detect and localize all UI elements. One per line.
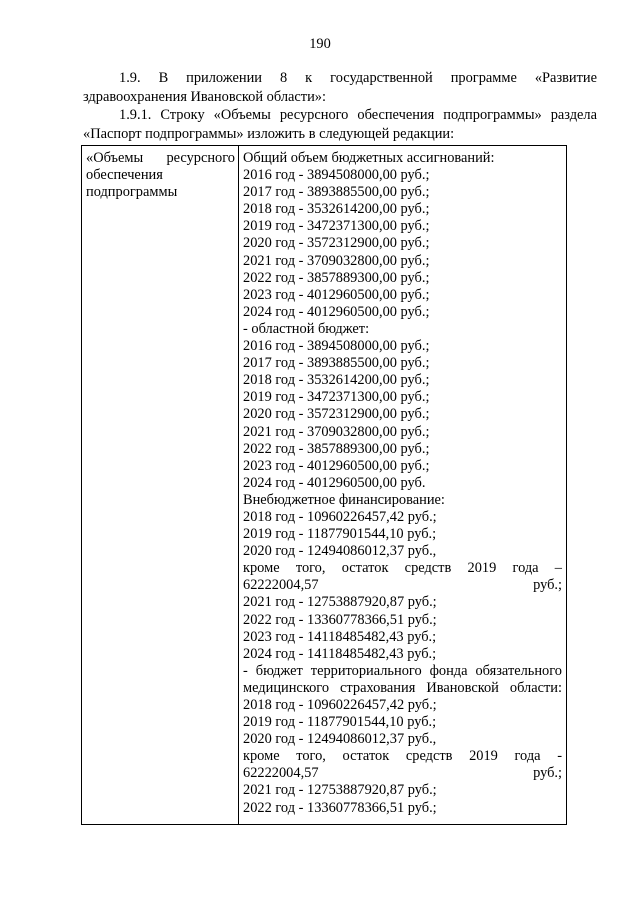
- funding-line: 2017 год - 3893885500,00 руб.;: [243, 355, 430, 372]
- intro-paragraph-1: 1.9. В приложении 8 к государственной программе «Развитие здравоохранения Ивановской области»:: [83, 70, 597, 105]
- funding-line: 2021 год - 12753887920,87 руб.;: [243, 782, 437, 799]
- resource-table: [81, 145, 567, 825]
- funding-line: 2023 год - 14118485482,43 руб.;: [243, 628, 437, 645]
- intro-paragraph-2: 1.9.1. Строку «Объемы ресурсного обеспечения подпрограммы» раздела «Паспорт подпрограммы» изложить в следующей редакции:: [83, 107, 597, 142]
- left-cell-line: обеспечения: [86, 167, 163, 184]
- funding-line: 2017 год - 3893885500,00 руб.;: [243, 184, 430, 201]
- funding-line: Общий объем бюджетных ассигнований:: [243, 150, 495, 166]
- left-cell-line: подпрограммы: [86, 184, 178, 201]
- funding-line: 2020 год - 3572312900,00 руб.;: [243, 406, 430, 423]
- funding-line: 2023 год - 4012960500,00 руб.;: [243, 286, 430, 303]
- funding-line: 2018 год - 3532614200,00 руб.;: [243, 201, 430, 218]
- table-left-cell: [82, 146, 239, 824]
- funding-line: 2022 год - 3857889300,00 руб.;: [243, 269, 430, 286]
- page-number: 190: [309, 36, 331, 52]
- funding-line: 2024 год - 4012960500,00 руб.;: [243, 303, 430, 320]
- funding-line: кроме того, остаток средств 2019 года – 62222004,57 руб.;: [243, 560, 562, 594]
- funding-line: 2018 год - 10960226457,42 руб.;: [243, 508, 437, 525]
- funding-line: 2020 год - 12494086012,37 руб.,: [243, 731, 437, 748]
- intro-text: [83, 69, 597, 143]
- funding-line: 2019 год - 3472371300,00 руб.;: [243, 389, 430, 406]
- funding-line: Внебюджетное финансирование:: [243, 491, 445, 508]
- funding-line: кроме того, остаток средств 2019 года - 62222004,57 руб.;: [243, 748, 562, 782]
- left-cell-line: «Объемы ресурсного: [86, 150, 235, 166]
- funding-line: 2018 год - 3532614200,00 руб.;: [243, 372, 430, 389]
- funding-line: - областной бюджет:: [243, 320, 370, 337]
- funding-line: 2018 год - 10960226457,42 руб.;: [243, 697, 437, 713]
- funding-line: 2019 год - 11877901544,10 руб.;: [243, 714, 437, 731]
- funding-line: 2020 год - 12494086012,37 руб.,: [243, 543, 437, 560]
- funding-line: 2020 год - 3572312900,00 руб.;: [243, 235, 430, 252]
- funding-line: 2016 год - 3894508000,00 руб.;: [243, 338, 430, 355]
- funding-line: 2019 год - 11877901544,10 руб.;: [243, 526, 437, 543]
- funding-line: 2024 год - 14118485482,43 руб.;: [243, 645, 437, 662]
- funding-line: 2022 год - 3857889300,00 руб.;: [243, 440, 430, 457]
- funding-line: 2021 год - 3709032800,00 руб.;: [243, 252, 430, 269]
- funding-line: 2022 год - 13360778366,51 руб.;: [243, 799, 437, 816]
- table-right-cell: [239, 146, 566, 824]
- funding-line: 2019 год - 3472371300,00 руб.;: [243, 218, 430, 235]
- funding-line: 2021 год - 3709032800,00 руб.;: [243, 423, 430, 440]
- funding-line: 2024 год - 4012960500,00 руб.: [243, 474, 426, 491]
- funding-line: - бюджет территориального фонда обязательного медицинского страхования Ивановской области:: [243, 662, 562, 696]
- funding-line: 2022 год - 13360778366,51 руб.;: [243, 611, 437, 628]
- funding-line: 2021 год - 12753887920,87 руб.;: [243, 594, 437, 611]
- funding-line: 2023 год - 4012960500,00 руб.;: [243, 457, 430, 474]
- funding-line: 2016 год - 3894508000,00 руб.;: [243, 167, 430, 184]
